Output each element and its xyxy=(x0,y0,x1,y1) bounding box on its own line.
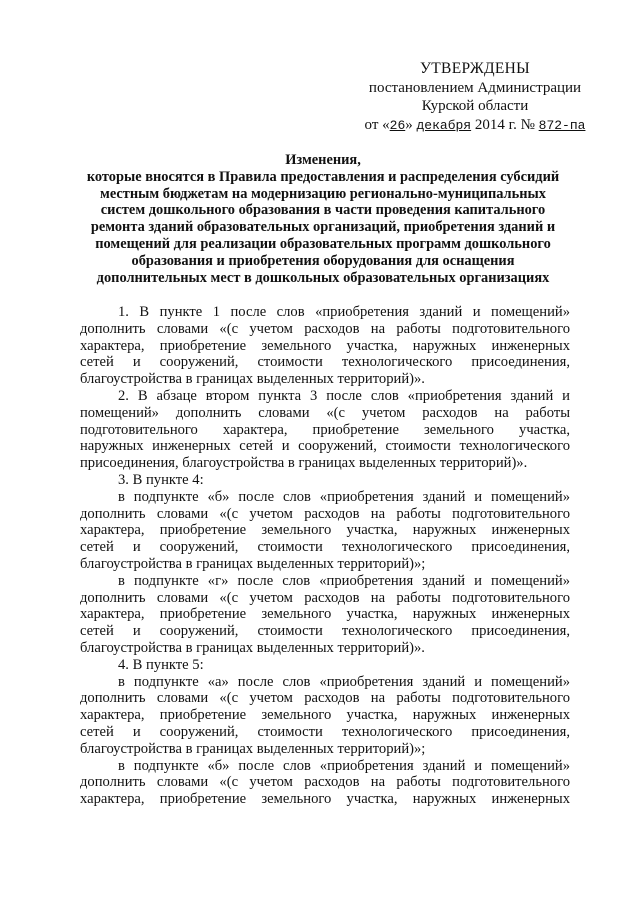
body-line: в подпункте «а» после слов «приобретения зданий и помещений» xyxy=(118,673,570,690)
body-line: 1. В пункте 1 после слов «приобретения зданий и помещений» xyxy=(118,304,570,320)
body-line: сетей и сооружений, стоимости технологического присоединения, xyxy=(80,623,570,640)
body-line: в подпункте «б» после слов «приобретения зданий и помещений» xyxy=(118,488,570,505)
body-line: наружных инженерных сетей и сооружений, стоимости технологического xyxy=(80,438,570,455)
body-line: 2. В абзаце втором пункта 3 после слов «приобретения зданий и xyxy=(118,387,570,404)
title-line: образования и приобретения оборудования для оснащения xyxy=(131,252,515,269)
title-line: ремонта зданий образовательных организаций, приобретения зданий и xyxy=(90,219,556,236)
title-line: местным бюджетам на модернизацию регионально-муниципальных xyxy=(100,185,546,202)
body-line: сетей и сооружений, стоимости технологического присоединения, xyxy=(80,354,570,371)
date-mid: » xyxy=(405,116,413,133)
date-month: декабря xyxy=(416,117,472,133)
body-line: благоустройства в границах выделенных территорий)». xyxy=(80,639,425,656)
body-line: дополнить словами «(с учетом расходов на работы подготовительного xyxy=(80,589,570,606)
title-line: систем дошкольного образования в части проведения капитального xyxy=(100,202,546,219)
title-line: помещений для реализации образовательных программ дошкольного xyxy=(95,235,551,252)
title-line: дополнительных мест в дошкольных образовательных организациях xyxy=(96,269,550,286)
approval-block xyxy=(330,60,620,135)
body-line: характера, приобретение земельного участка, наружных инженерных xyxy=(80,522,570,539)
body-line: характера, приобретение земельного участка, наружных инженерных xyxy=(80,337,570,354)
body-line: дополнить словами «(с учетом расходов на работы подготовительного xyxy=(80,320,570,337)
date-day: 26 xyxy=(389,117,406,133)
body-line: 3. В пункте 4: xyxy=(118,471,204,488)
body-line: в подпункте «б» после слов «приобретения зданий и помещений» xyxy=(118,757,570,774)
body-line: дополнить словами «(с учетом расходов на работы подготовительного xyxy=(80,505,570,522)
approval-region: Курской области xyxy=(421,98,529,114)
body-line: в подпункте «г» после слов «приобретения зданий и помещений» xyxy=(118,572,570,589)
document-title xyxy=(66,152,580,286)
document-body xyxy=(80,304,570,808)
body-line: подготовительного характера, приобретение земельного участка, xyxy=(80,421,570,438)
body-line: 4. В пункте 5: xyxy=(118,656,204,673)
date-prefix: от « xyxy=(364,116,390,133)
body-line: благоустройства в границах выделенных территорий)»; xyxy=(80,555,426,572)
body-line: характера, приобретение земельного участка, наружных инженерных xyxy=(80,707,570,724)
body-line: помещений» дополнить словами «(с учетом расходов на работы xyxy=(80,404,570,421)
date-year: 2014 г. № xyxy=(474,116,535,133)
body-line: характера, приобретение земельного участка, наружных инженерных xyxy=(80,791,570,808)
document-number: 872-па xyxy=(538,117,586,133)
body-line: присоединения, благоустройства в границах выделенных территорий)». xyxy=(80,455,528,472)
body-line: дополнить словами «(с учетом расходов на работы подготовительного xyxy=(80,690,570,707)
body-line: благоустройства в границах выделенных территорий)». xyxy=(80,371,425,388)
body-line: сетей и сооружений, стоимости технологического присоединения, xyxy=(80,539,570,556)
body-line: дополнить словами «(с учетом расходов на работы подготовительного xyxy=(80,774,570,791)
body-line: сетей и сооружений, стоимости технологического присоединения, xyxy=(80,723,570,740)
body-line: благоустройства в границах выделенных территорий)»; xyxy=(80,740,426,757)
body-line: характера, приобретение земельного участка, наружных инженерных xyxy=(80,606,570,623)
approval-heading: УТВЕРЖДЕНЫ xyxy=(420,60,530,77)
title-heading: Изменения, xyxy=(285,152,361,168)
approval-date-line xyxy=(330,116,620,136)
title-line: которые вносятся в Правила предоставления и распределения субсидий xyxy=(86,168,560,185)
approval-issuer: постановлением Администрации xyxy=(368,79,582,96)
